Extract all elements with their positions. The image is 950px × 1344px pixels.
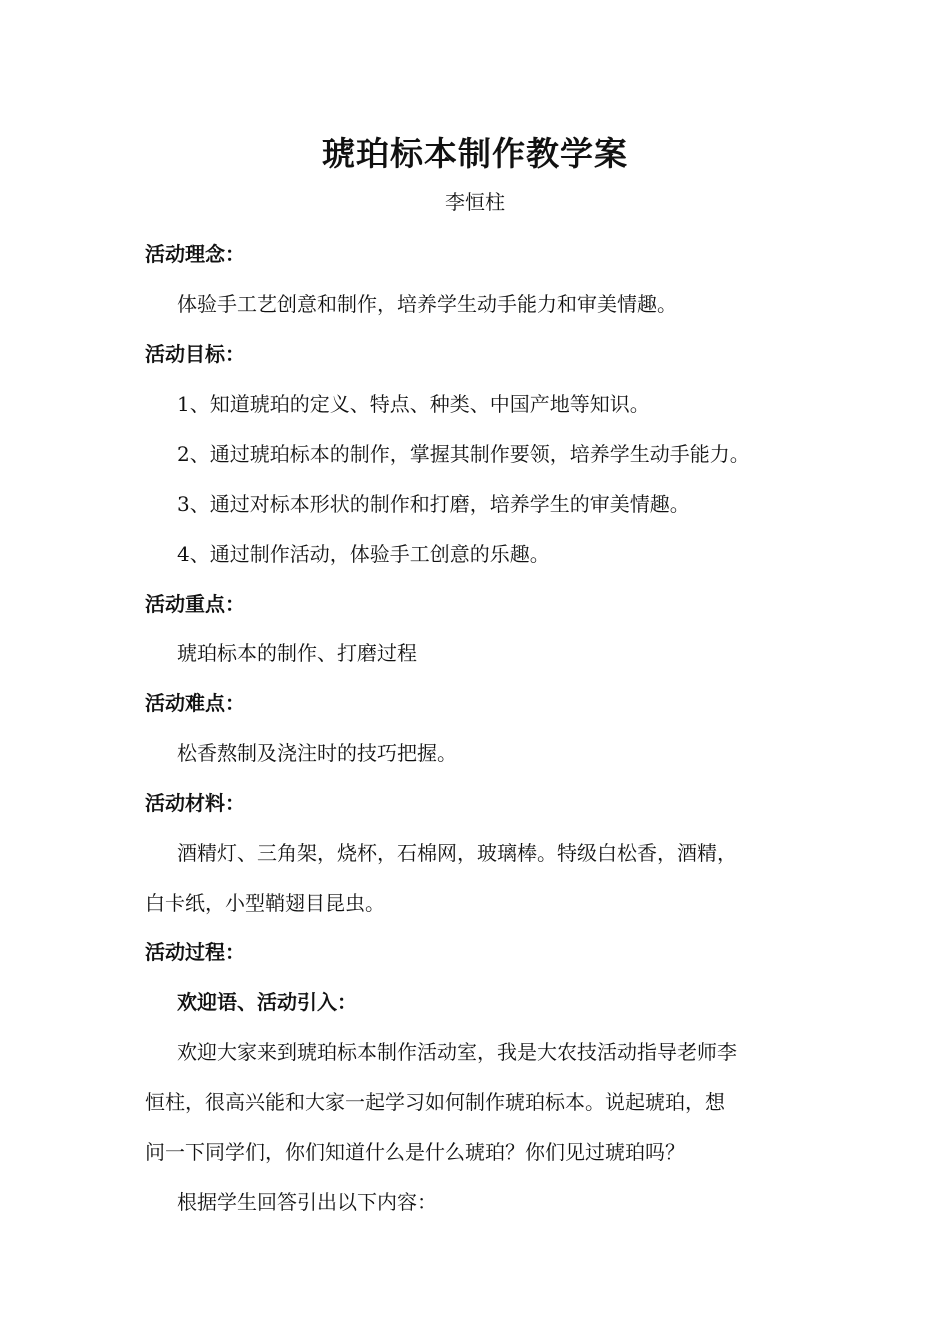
document-title: 琥珀标本制作教学案 (322, 134, 628, 173)
materials-line-1: 酒精灯、三角架，烧杯，石棉网，玻璃棒。特级白松香，酒精， (177, 841, 737, 865)
materials-line-2: 白卡纸，小型鞘翅目昆虫。 (145, 891, 385, 915)
document-author: 李恒柱 (445, 190, 505, 214)
goal-item-3: 3、通过对标本形状的制作和打磨，培养学生的审美情趣。 (177, 492, 690, 516)
subheading-welcome: 欢迎语、活动引入： (177, 990, 357, 1014)
process-para1-line-2: 恒柱，很高兴能和大家一起学习如何制作琥珀标本。说起琥珀，想 (145, 1090, 725, 1114)
process-para1-line-1: 欢迎大家来到琥珀标本制作活动室，我是大农技活动指导老师李 (177, 1040, 737, 1064)
process-para1-line-3: 问一下同学们，你们知道什么是什么琥珀？你们见过琥珀吗？ (145, 1140, 685, 1164)
goal-item-2: 2、通过琥珀标本的制作，掌握其制作要领，培养学生动手能力。 (177, 442, 750, 466)
heading-difficulty: 活动难点： (145, 691, 245, 715)
goal-item-1: 1、知道琥珀的定义、特点、种类、中国产地等知识。 (177, 392, 650, 416)
heading-key-point: 活动重点： (145, 592, 245, 616)
heading-process: 活动过程： (145, 940, 245, 964)
goal-item-4: 4、通过制作活动，体验手工创意的乐趣。 (177, 542, 550, 566)
heading-goals: 活动目标： (145, 342, 245, 366)
key-point-text: 琥珀标本的制作、打磨过程 (177, 641, 417, 665)
process-para2: 根据学生回答引出以下内容： (177, 1190, 437, 1214)
concept-text: 体验手工艺创意和制作，培养学生动手能力和审美情趣。 (177, 292, 677, 316)
heading-materials: 活动材料： (145, 791, 245, 815)
difficulty-text: 松香熬制及浇注时的技巧把握。 (177, 741, 457, 765)
heading-concept: 活动理念： (145, 242, 245, 266)
